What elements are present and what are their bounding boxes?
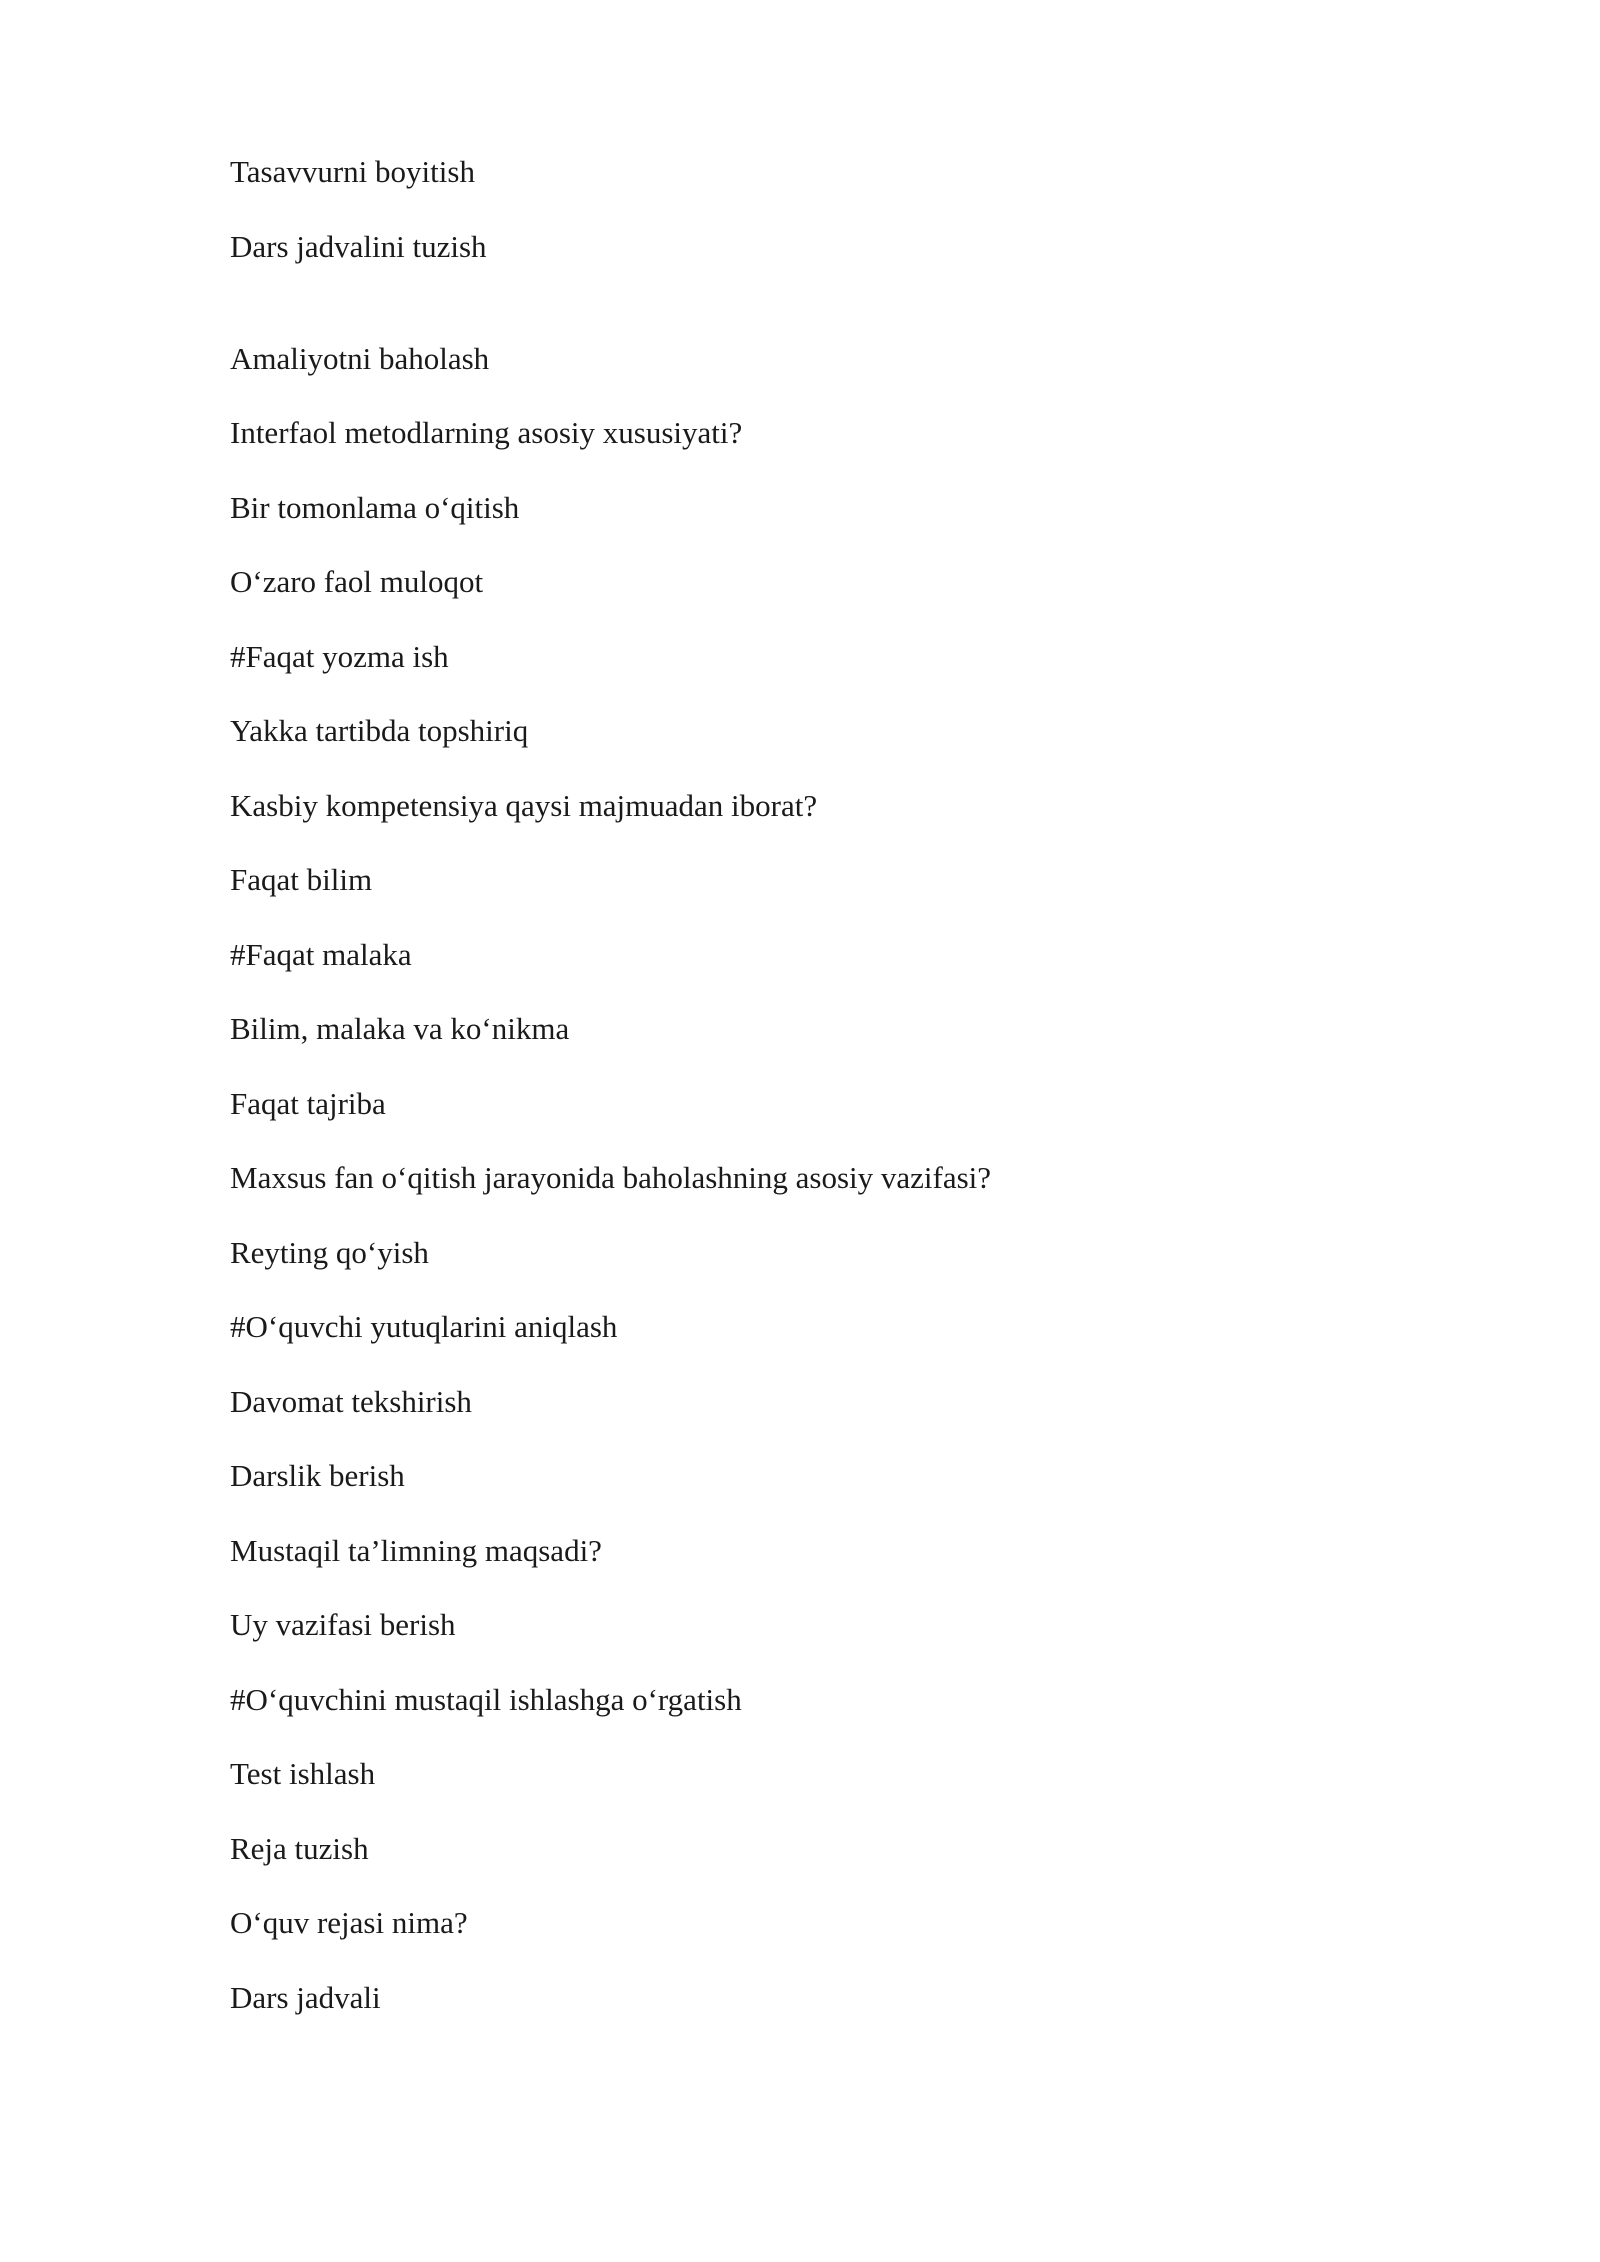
question-line: Maxsus fan o‘qitish jarayonida baholashning asosiy vazifasi? xyxy=(230,1160,992,1195)
answer-option: O‘zaro faol muloqot xyxy=(230,564,484,599)
answer-option: Reyting qo‘yish xyxy=(230,1234,429,1270)
question-line: Interfaol metodlarning asosiy xususiyati? xyxy=(230,415,743,450)
answer-option: Test ishlash xyxy=(230,1756,376,1791)
text-line: Tasavvurni boyitish xyxy=(230,154,475,189)
answer-option: Darslik berish xyxy=(230,1458,405,1493)
answer-option: Davomat tekshirish xyxy=(230,1383,472,1419)
answer-option: Reja tuzish xyxy=(230,1830,369,1866)
answer-option: Yakka tartibda topshiriq xyxy=(230,713,529,748)
text-line: Dars jadvalini tuzish xyxy=(230,228,487,264)
answer-option: #Faqat malaka xyxy=(230,936,412,972)
text-lines xyxy=(230,150,1430,2050)
answer-option: #O‘quvchi yutuqlarini aniqlash xyxy=(230,1309,618,1344)
answer-option: Bilim, malaka va ko‘nikma xyxy=(230,1011,570,1046)
answer-option: Bir tomonlama o‘qitish xyxy=(230,489,520,525)
answer-option: Faqat bilim xyxy=(230,862,373,897)
answer-option: Dars jadvali xyxy=(230,1979,381,2015)
text-line: Amaliyotni baholash xyxy=(230,340,490,376)
answer-option: #O‘quvchini mustaqil ishlashga o‘rgatish xyxy=(230,1681,742,1717)
question-line: O‘quv rejasi nima? xyxy=(230,1905,468,1940)
answer-option: Faqat tajriba xyxy=(230,1085,386,1121)
answer-option: #Faqat yozma ish xyxy=(230,638,449,674)
question-line: Mustaqil ta’limning maqsadi? xyxy=(230,1532,602,1568)
answer-option: Uy vazifasi berish xyxy=(230,1607,456,1642)
question-line: Kasbiy kompetensiya qaysi majmuadan iborat? xyxy=(230,787,818,823)
